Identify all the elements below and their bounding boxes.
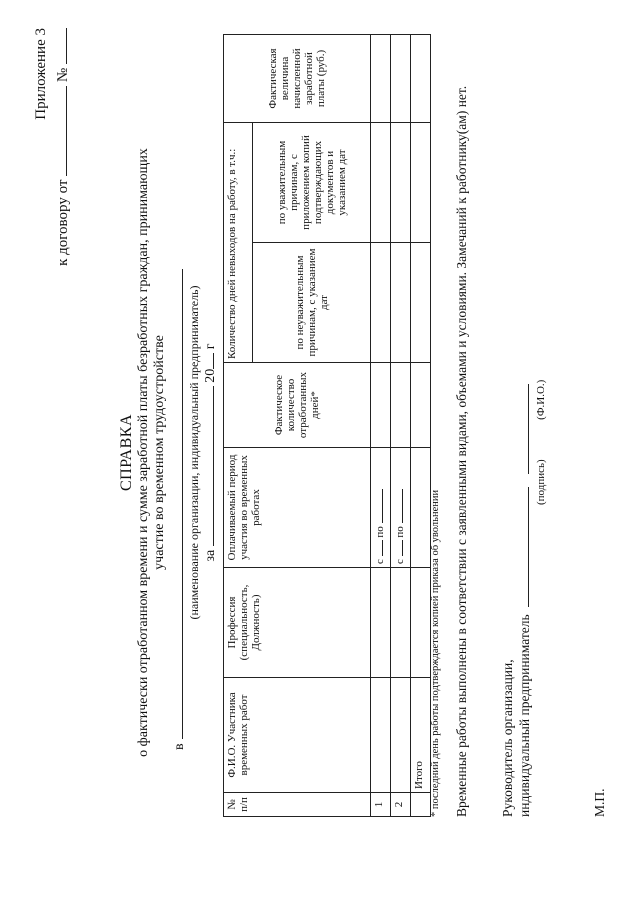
header-unexcused: по неуважительным причинам, с указанием дат [253,243,371,363]
appendix-title: Приложение 3 [33,28,49,120]
header-excused: по уважительным причинам, с приложением копий подтверждающих документов и указанием дат [253,122,371,242]
period-to-blank [373,489,383,523]
cell-unexcused [371,243,391,363]
period-year-prefix: 20 [203,368,218,383]
period-blank [201,386,214,546]
contract-prefix: к договору от [55,179,71,266]
cell-salary [371,34,391,122]
total-cell [411,34,431,122]
cell-fio [391,678,411,793]
period-from-blank [373,540,383,556]
confirmation-paragraph: Временные работы выполнены в соответствии с заявленными видами, объемами и условиями. Замечаний к работнику(ам) нет. [454,85,469,817]
cell-profession [371,568,391,678]
period-line [201,0,219,905]
cell-paid-period [391,448,411,568]
total-row [411,34,431,816]
contract-number-sign: № [55,67,71,83]
cell-worked-days [371,363,391,448]
document-subtitle-line1: о фактически отработанном времени и сумме заработной платы безработных граждан, принимающих [136,148,151,757]
period-to-label: по [374,526,386,538]
total-num-cell [411,793,431,817]
contract-reference [52,28,74,266]
header-fio: Ф.И.О. Участника временных работ [224,678,371,793]
header-paid-period: Оплачиваемый период участия во временных работах [224,448,371,568]
employment-table [223,34,431,817]
signature-block [500,380,549,817]
stamp-label: М.П. [592,788,607,817]
organization-blank [170,269,183,739]
cell-worked-days [391,363,411,448]
title-block [118,0,168,905]
signature-role-line2 [516,380,533,817]
period-year-suffix: г [203,343,218,350]
row-number: 1 [371,793,391,817]
header-worked-days: Фактическое количество отработанных дней* [224,363,371,448]
header-num: № п/п [224,793,371,817]
period-to-label: по [394,526,406,538]
header-profession: Профессия (специальность, Должность) [224,568,371,678]
total-cell [411,122,431,242]
total-cell [411,243,431,363]
document-subtitle-line2: участие во временном трудоустройстве [152,335,167,570]
period-prefix: за [203,549,218,562]
cell-excused [391,122,411,242]
period-year-blank [201,353,214,369]
total-label: Итого [411,678,431,793]
organization-line [170,50,188,750]
cell-profession [391,568,411,678]
cell-excused [371,122,391,242]
cell-salary [391,34,411,122]
header-salary: Фактическая величина начисленной заработной платы (руб.) [224,34,371,122]
period-from-label: с [394,559,406,564]
name-caption: (Ф.И.О.) [535,379,547,420]
period-to-blank [393,489,403,523]
cell-paid-period [371,448,391,568]
table-row [371,34,391,816]
signature-role-text: индивидуальный предприниматель [517,614,532,817]
cell-fio [371,678,391,793]
signature-caption: (подпись) [535,459,547,505]
organization-caption: (наименование организации, индивидуальный предприниматель) [187,285,201,620]
signature-role-line1: Руководитель организации, [500,659,515,817]
row-number: 2 [391,793,411,817]
appendix-block [30,28,74,266]
signature-captions [533,380,549,817]
period-from-blank [393,540,403,556]
contract-date-blank [54,86,67,176]
cell-unexcused [391,243,411,363]
contract-number-blank [54,28,67,64]
header-absences: Количество дней невыходов на работу, в т.ч.: [224,122,253,362]
footnote: * последний день работы подтверждается копией приказа об увольнении [430,489,441,817]
signature-blank [516,487,529,607]
period-from-label: с [374,559,386,564]
total-cell [411,448,431,568]
name-blank [516,384,529,474]
table-row [391,34,411,816]
total-cell [411,363,431,448]
document-title: СПРАВКА [118,413,135,492]
total-cell [411,568,431,678]
organization-prefix: в [172,743,187,750]
